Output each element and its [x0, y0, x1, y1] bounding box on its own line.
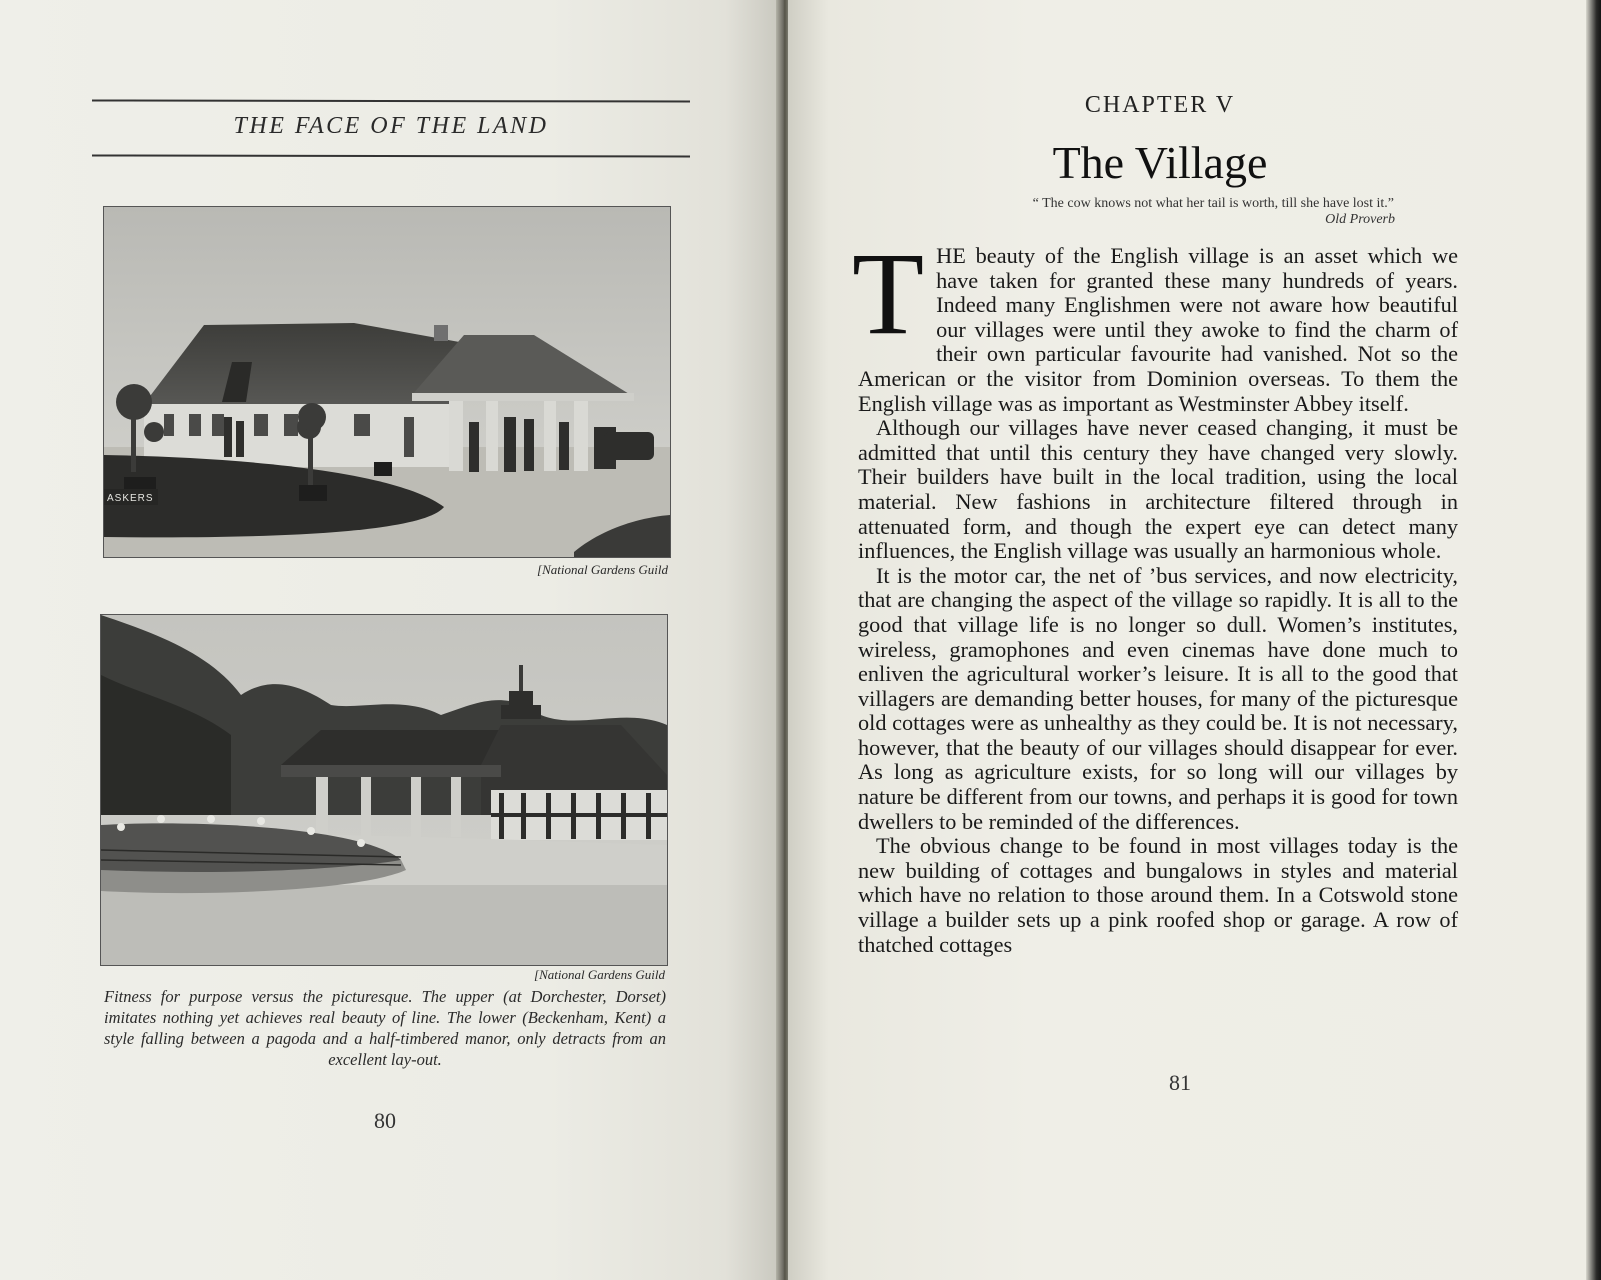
paragraph-3: It is the motor car, the net of ’bus services, and now electricity, that are changing the aspect of the village so rapidly. It is all to the good that village life is no longer so dull. Women’s institutes, wireless, gramophones and even cinemas have done much to enliven the agricultural worker’s leisure. It is all to the good that villagers are demanding better houses, for many of the picturesque old cottages were as unhealthy as they could be. It is not necessary, however, that the beauty of our villages should disappear for ever. As long as agriculture exists, for so long will our villages by nature be different from our towns, and perhaps it is good for town dwellers to be reminded of the differences.: [858, 562, 1458, 834]
lower-photo-image: [101, 615, 667, 965]
chapter-label: CHAPTER V: [1084, 92, 1236, 118]
paragraph-4: The obvious change to be found in most villages today is the new building of cottages and bungalows in styles and material which have no relation to those around them. In a Cotswold stone village a builder sets up a pink roofed shop or garage. A row of thatched cottages: [858, 833, 1458, 957]
paragraph-1-text: HE beauty of the English village is an asset which we have taken for granted these many hundreds of years. Indeed many Englishmen were not aware how beautiful our villages were until they awoke to find the charm of their own particular favourite had vanished. Not so the American or the visitor from Dominion overseas. To them the English village was as important as Westminster Abbey itself.: [858, 243, 1458, 416]
upper-photo-image: [104, 207, 670, 557]
lower-photo-credit: [National Gardens Guild: [534, 967, 665, 982]
lower-photo: [100, 614, 668, 966]
askers-sign: ASKERS: [107, 493, 154, 504]
paragraph-2: Although our villages have never ceased changing, it must be admitted that until this century they have changed very slowly. Their builders have built in the local tradition, using the local material. New fashions in architecture filtered through in attenuated form, and though the expert eye can detect many influences, the English village was usually an harmonious whole.: [858, 415, 1458, 564]
chapter-title: The Village: [1052, 137, 1268, 188]
chapter-body: [852, 228, 1458, 957]
drop-cap: T: [852, 228, 925, 359]
running-head: THE FACE OF THE LAND: [233, 113, 549, 139]
header-rule-top: [92, 99, 690, 102]
upper-photo: [103, 206, 671, 558]
page-number-right: 81: [1169, 1070, 1191, 1095]
page-edge-shadow: [1586, 0, 1601, 1280]
epigraph: “ The cow knows not what her tail is worth, till she have lost it.”: [1032, 196, 1394, 211]
header-rule-bottom: [92, 154, 690, 157]
figure-caption: Fitness for purpose versus the picturesque. The upper (at Dorchester, Dorset) imitates nothing yet achieves real beauty of line. The lower (Beckenham, Kent) a style falling between a pagoda and a half-timbered manor, only detracts from an excellent lay-out.: [104, 987, 666, 1069]
left-page: [0, 0, 780, 1280]
upper-photo-credit: [National Gardens Guild: [537, 562, 668, 577]
paragraph-1: [852, 228, 1458, 416]
page-number-left: 80: [374, 1108, 396, 1133]
epigraph-source: Old Proverb: [1325, 212, 1395, 227]
